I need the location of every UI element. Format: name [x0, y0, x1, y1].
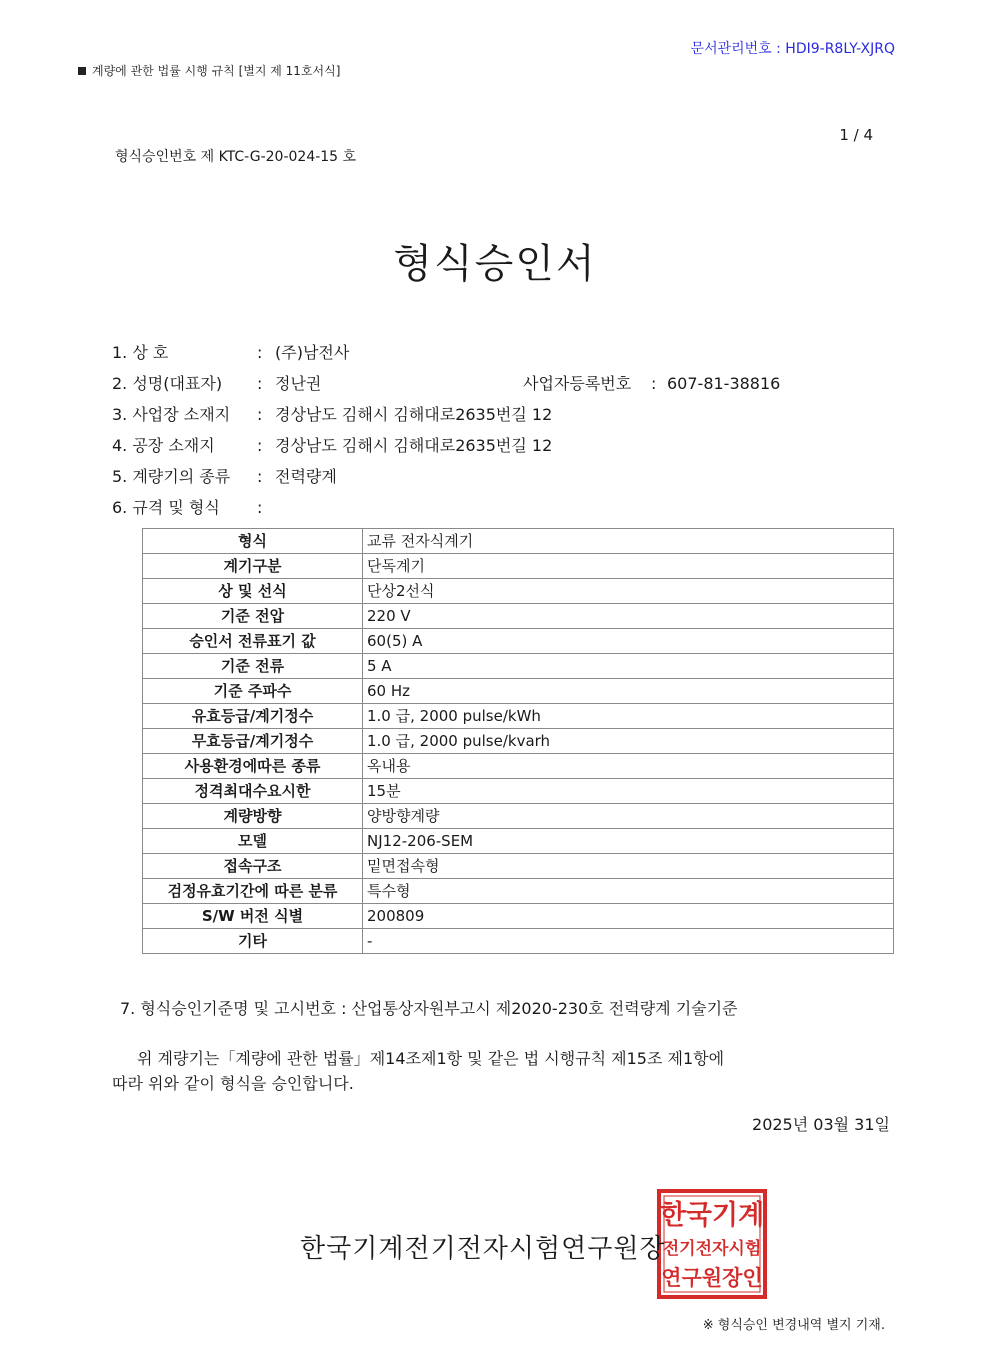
- info-value: 전력량계: [275, 467, 337, 486]
- business-reg-separator: :: [651, 374, 657, 393]
- info-label: 6. 규격 및 형식: [112, 498, 220, 517]
- spec-key: 기준 전압: [143, 604, 363, 629]
- info-label: 5. 계량기의 종류: [112, 467, 231, 486]
- info-line-representative: [112, 374, 781, 394]
- table-row: [143, 604, 894, 629]
- spec-key: 계량방향: [143, 804, 363, 829]
- table-row: [143, 904, 894, 929]
- spec-key: 승인서 전류표기 값: [143, 629, 363, 654]
- info-line-spec-heading: [112, 498, 275, 518]
- issue-date: 2025년 03월 31일: [752, 1115, 890, 1134]
- spec-key: 접속구조: [143, 854, 363, 879]
- footnote: ※ 형식승인 변경내역 별지 기재.: [702, 1318, 885, 1333]
- table-row: [143, 804, 894, 829]
- page-title: 형식승인서: [393, 241, 597, 287]
- seal-line-1: 한국기계: [659, 1200, 765, 1231]
- table-row: [143, 754, 894, 779]
- approval-statement-line-2: 따라 위와 같이 형식을 승인합니다.: [112, 1074, 354, 1093]
- table-row: [143, 579, 894, 604]
- seal-line-3: 연구원장인: [661, 1266, 763, 1290]
- approval-statement-line-1: 위 계량기는「계량에 관한 법률」제14조제1항 및 같은 법 시행규칙 제15조 제1항에: [137, 1049, 725, 1068]
- info-label: 4. 공장 소재지: [112, 436, 215, 455]
- seal-line-2: 전기전자시험: [662, 1239, 762, 1259]
- table-row: [143, 679, 894, 704]
- spec-value: 밑면접속형: [363, 854, 894, 879]
- table-row: [143, 779, 894, 804]
- info-separator: :: [257, 436, 263, 455]
- spec-key: 유효등급/계기정수: [143, 704, 363, 729]
- doc-management-number: 문서관리번호 : HDI9-R8LY-XJRQ: [690, 41, 895, 57]
- spec-value: 교류 전자식계기: [363, 529, 894, 554]
- spec-key: 상 및 선식: [143, 579, 363, 604]
- spec-value: 특수형: [363, 879, 894, 904]
- spec-key: 기준 주파수: [143, 679, 363, 704]
- issuing-institute: 한국기계전기전자시험연구원장: [300, 1234, 666, 1264]
- table-row: [143, 704, 894, 729]
- spec-value: 단독계기: [363, 554, 894, 579]
- spec-table: [142, 528, 894, 954]
- table-row: [143, 854, 894, 879]
- info-separator: :: [257, 498, 263, 517]
- table-row: [143, 654, 894, 679]
- spec-key: S/W 버전 식별: [143, 904, 363, 929]
- spec-key: 사용환경에따른 종류: [143, 754, 363, 779]
- info-line-factory-address: [112, 436, 552, 456]
- spec-value: 60 Hz: [363, 679, 894, 704]
- info-value: (주)남전사: [275, 343, 350, 362]
- info-line-company: [112, 343, 349, 363]
- table-row: [143, 554, 894, 579]
- spec-value: 옥내용: [363, 754, 894, 779]
- spec-value: -: [363, 929, 894, 954]
- spec-value: 양방향계량: [363, 804, 894, 829]
- info-separator: :: [257, 374, 263, 393]
- spec-value: 15분: [363, 779, 894, 804]
- square-bullet-icon: [78, 67, 86, 75]
- info-separator: :: [257, 467, 263, 486]
- info-value: 정난권: [275, 374, 322, 393]
- approval-number: 형식승인번호 제 KTC-G-20-024-15 호: [115, 149, 357, 165]
- spec-value: NJ12-206-SEM: [363, 829, 894, 854]
- spec-key: 형식: [143, 529, 363, 554]
- form-reference-text: 계량에 관한 법률 시행 규칙 [별지 제 11호서식]: [92, 64, 341, 78]
- info-line-meter-type: [112, 467, 337, 487]
- form-reference: [78, 62, 340, 79]
- spec-value: 220 V: [363, 604, 894, 629]
- spec-key: 검정유효기간에 따른 분류: [143, 879, 363, 904]
- spec-key: 기타: [143, 929, 363, 954]
- spec-key: 무효등급/계기정수: [143, 729, 363, 754]
- info-separator: :: [257, 405, 263, 424]
- spec-key: 계기구분: [143, 554, 363, 579]
- info-line-business-address: [112, 405, 552, 425]
- page-number: 1 / 4: [839, 126, 873, 144]
- official-seal-stamp: [657, 1189, 767, 1299]
- approval-standard: 7. 형식승인기준명 및 고시번호 : 산업통상자원부고시 제2020-230호 전력량계 기술기준: [120, 999, 738, 1018]
- spec-value: 200809: [363, 904, 894, 929]
- spec-value: 단상2선식: [363, 579, 894, 604]
- table-row: [143, 529, 894, 554]
- spec-value: 1.0 급, 2000 pulse/kWh: [363, 704, 894, 729]
- table-row: [143, 929, 894, 954]
- table-row: [143, 829, 894, 854]
- business-reg-value: 607-81-38816: [667, 374, 781, 393]
- spec-key: 정격최대수요시한: [143, 779, 363, 804]
- business-reg-label: 사업자등록번호: [523, 374, 632, 393]
- spec-value: 60(5) A: [363, 629, 894, 654]
- table-row: [143, 729, 894, 754]
- info-label: 3. 사업장 소재지: [112, 405, 231, 424]
- info-separator: :: [257, 343, 263, 362]
- info-label: 1. 상 호: [112, 343, 169, 362]
- table-row: [143, 879, 894, 904]
- info-value: 경상남도 김해시 김해대로2635번길 12: [275, 436, 553, 455]
- table-row: [143, 629, 894, 654]
- info-label: 2. 성명(대표자): [112, 374, 223, 393]
- spec-value: 1.0 급, 2000 pulse/kvarh: [363, 729, 894, 754]
- spec-key: 기준 전류: [143, 654, 363, 679]
- spec-value: 5 A: [363, 654, 894, 679]
- info-value: 경상남도 김해시 김해대로2635번길 12: [275, 405, 553, 424]
- spec-key: 모델: [143, 829, 363, 854]
